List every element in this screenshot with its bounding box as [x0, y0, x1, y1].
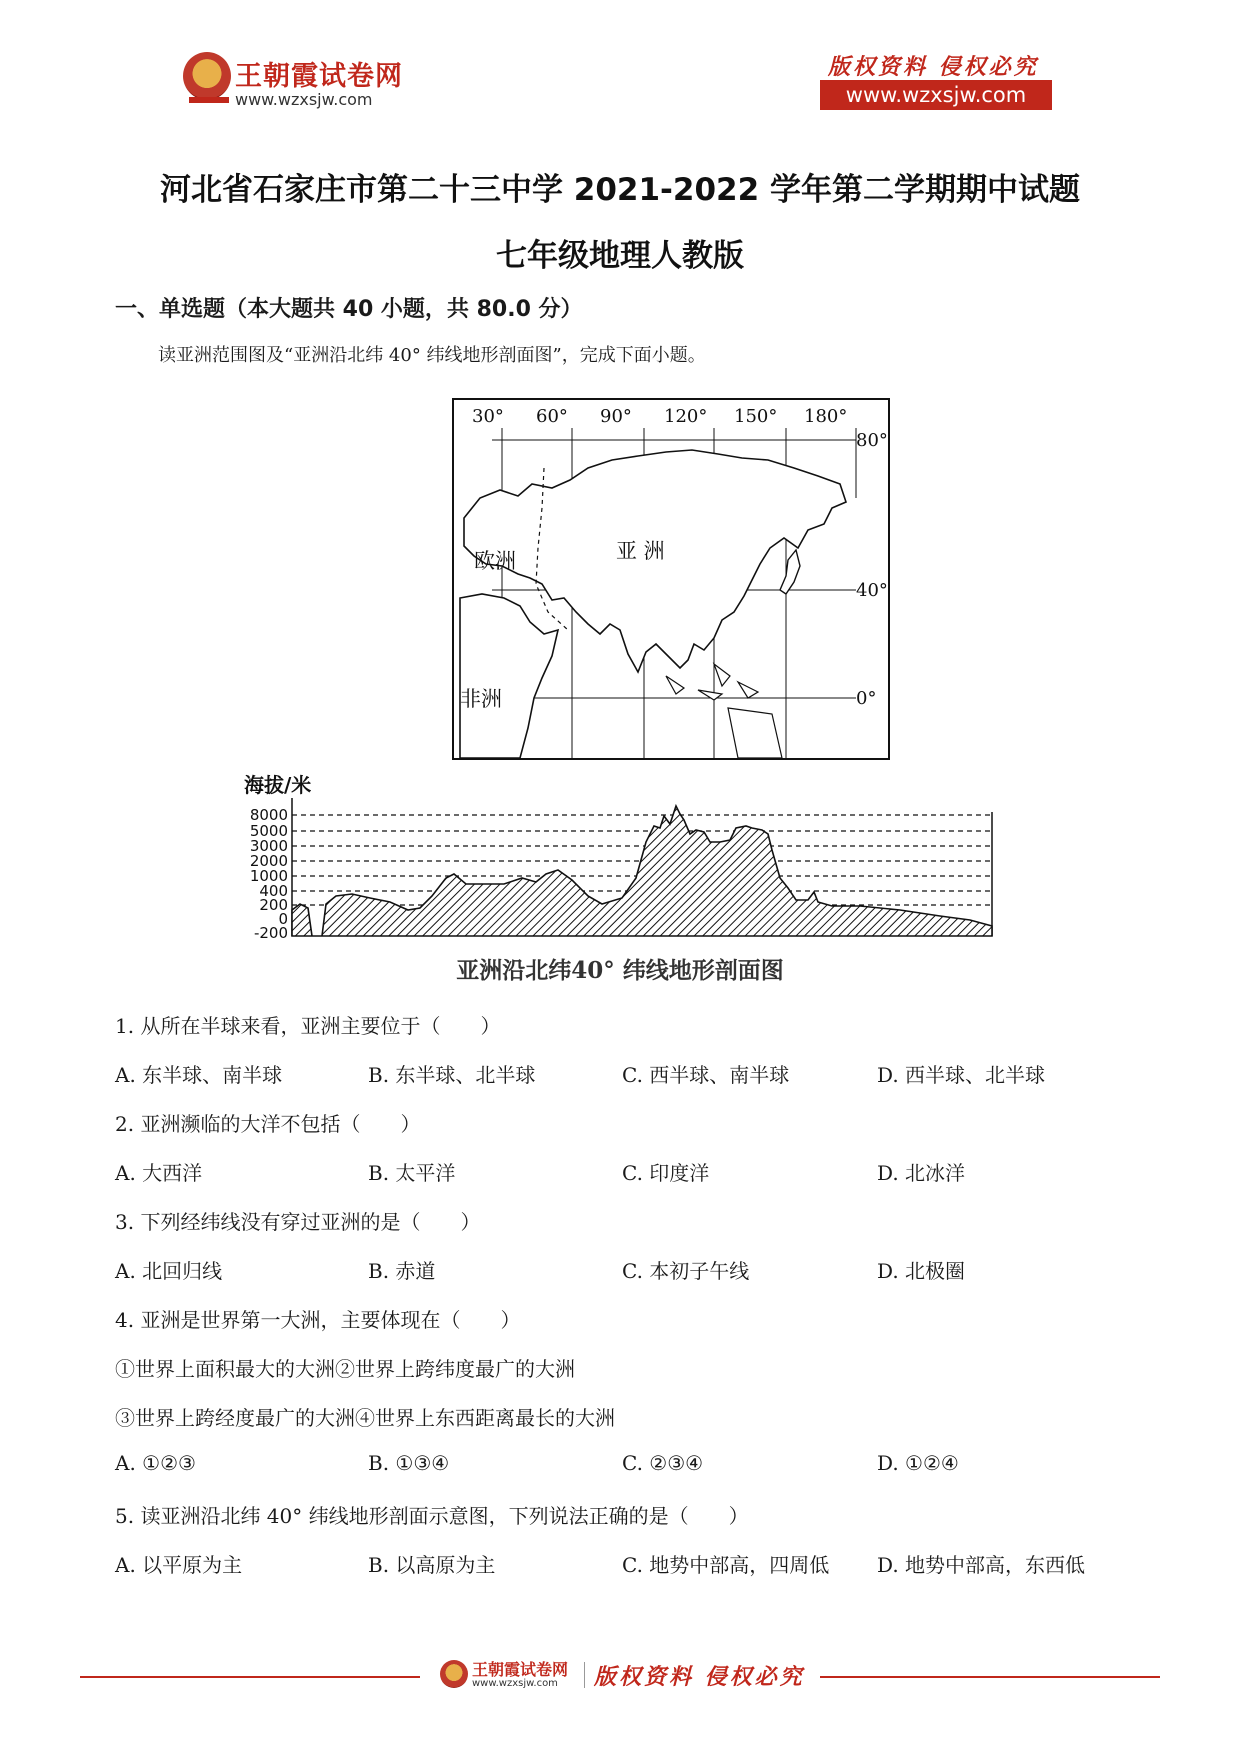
- ytick-label: 3000: [249, 837, 288, 855]
- question-3: 3. 下列经纬线没有穿过亚洲的是（ ）: [115, 1210, 481, 1234]
- site-logo: [183, 52, 405, 118]
- lon-label: 120°: [664, 406, 708, 427]
- page-footer: [0, 1656, 1240, 1696]
- footer-rule: [80, 1676, 420, 1678]
- logo-seal-icon: [183, 52, 231, 100]
- option-d[interactable]: D. 北极圈: [877, 1259, 966, 1283]
- question-4: 4. 亚洲是世界第一大洲，主要体现在（ ）: [115, 1308, 521, 1332]
- lat-label: 40°: [856, 580, 888, 601]
- question-5: 5. 读亚洲沿北纬 40° 纬线地形剖面示意图，下列说法正确的是（ ）: [115, 1504, 749, 1528]
- question-2: 2. 亚洲濒临的大洋不包括（ ）: [115, 1112, 421, 1136]
- lon-label: 180°: [804, 406, 848, 427]
- option-c[interactable]: C. 本初子午线: [622, 1259, 750, 1283]
- ytick-label: 400: [259, 882, 288, 900]
- copyright-text: 版权资料 侵权必究: [828, 54, 1039, 80]
- ytick-label: 0: [278, 910, 288, 928]
- option-a[interactable]: A. 东半球、南半球: [115, 1063, 283, 1087]
- copyright-notice: [820, 50, 1052, 112]
- option-c[interactable]: C. ②③④: [622, 1451, 704, 1475]
- ytick-label: 8000: [249, 806, 288, 824]
- copyright-url: www.wzxsjw.com: [820, 80, 1052, 110]
- option-a[interactable]: A. 大西洋: [115, 1161, 203, 1185]
- option-b[interactable]: B. 东半球、北半球: [368, 1063, 536, 1087]
- option-b[interactable]: B. ①③④: [368, 1451, 450, 1475]
- ytick-label: 2000: [249, 852, 288, 870]
- ytick-label: 200: [259, 896, 288, 914]
- option-c[interactable]: C. 地势中部高，四周低: [622, 1553, 830, 1577]
- option-b[interactable]: B. 太平洋: [368, 1161, 456, 1185]
- option-d[interactable]: D. 北冰洋: [877, 1161, 966, 1185]
- lat-label: 0°: [856, 688, 877, 709]
- question-4-statement: ③世界上跨经度最广的大洲④世界上东西距离最长的大洲: [115, 1406, 615, 1430]
- footer-logo-name: 王朝霞试卷网: [472, 1660, 569, 1679]
- profile-caption: 亚洲沿北纬40° 纬线地形剖面图: [456, 957, 784, 984]
- footer-logo-url: www.wzxsjw.com: [472, 1678, 558, 1689]
- lon-label: 150°: [734, 406, 778, 427]
- footer-copyright: 版权资料 侵权必究: [594, 1664, 805, 1690]
- footer-seal-icon: [440, 1660, 468, 1688]
- logo-url: www.wzxsjw.com: [235, 90, 373, 109]
- question-1: 1. 从所在半球来看，亚洲主要位于（ ）: [115, 1014, 501, 1038]
- intro-text: 读亚洲范围图及“亚洲沿北纬 40° 纬线地形剖面图”，完成下面小题。: [158, 345, 706, 366]
- lon-label: 90°: [600, 406, 632, 427]
- page-title: 河北省石家庄市第二十三中学 2021-2022 学年第二学期期中试题: [159, 172, 1080, 208]
- asia-map: [452, 398, 890, 760]
- section-heading: 一、单选题（本大题共 40 小题，共 80.0 分）: [115, 297, 583, 322]
- label-africa: 非洲: [460, 687, 502, 711]
- label-europe: 欧洲: [474, 549, 516, 573]
- lon-label: 60°: [536, 406, 568, 427]
- option-b[interactable]: B. 赤道: [368, 1259, 436, 1283]
- question-4-statement: ①世界上面积最大的大洲②世界上跨纬度最广的大洲: [115, 1357, 575, 1381]
- footer-rule: [820, 1676, 1160, 1678]
- lon-label: 30°: [472, 406, 504, 427]
- terrain-cross-section: [292, 806, 992, 936]
- option-a[interactable]: A. 北回归线: [115, 1259, 223, 1283]
- option-a[interactable]: A. 以平原为主: [115, 1553, 243, 1577]
- lat-label: 80°: [856, 430, 888, 451]
- ytick-label: 1000: [249, 867, 288, 885]
- footer-divider: [584, 1662, 585, 1688]
- option-a[interactable]: A. ①②③: [115, 1451, 196, 1475]
- terrain-profile: [240, 770, 1000, 990]
- option-c[interactable]: C. 西半球、南半球: [622, 1063, 790, 1087]
- option-d[interactable]: D. 地势中部高，东西低: [877, 1553, 1086, 1577]
- profile-ylabel: 海拔/米: [244, 773, 312, 797]
- option-d[interactable]: D. 西半球、北半球: [877, 1063, 1046, 1087]
- logo-name: 王朝霞试卷网: [235, 61, 403, 92]
- option-d[interactable]: D. ①②④: [877, 1451, 959, 1475]
- option-c[interactable]: C. 印度洋: [622, 1161, 710, 1185]
- ytick-label: 5000: [249, 822, 288, 840]
- ytick-label: -200: [253, 924, 288, 942]
- option-b[interactable]: B. 以高原为主: [368, 1553, 496, 1577]
- label-asia: 亚 洲: [616, 539, 665, 563]
- page-subtitle: 七年级地理人教版: [496, 238, 744, 274]
- logo-ribbon: [189, 97, 229, 103]
